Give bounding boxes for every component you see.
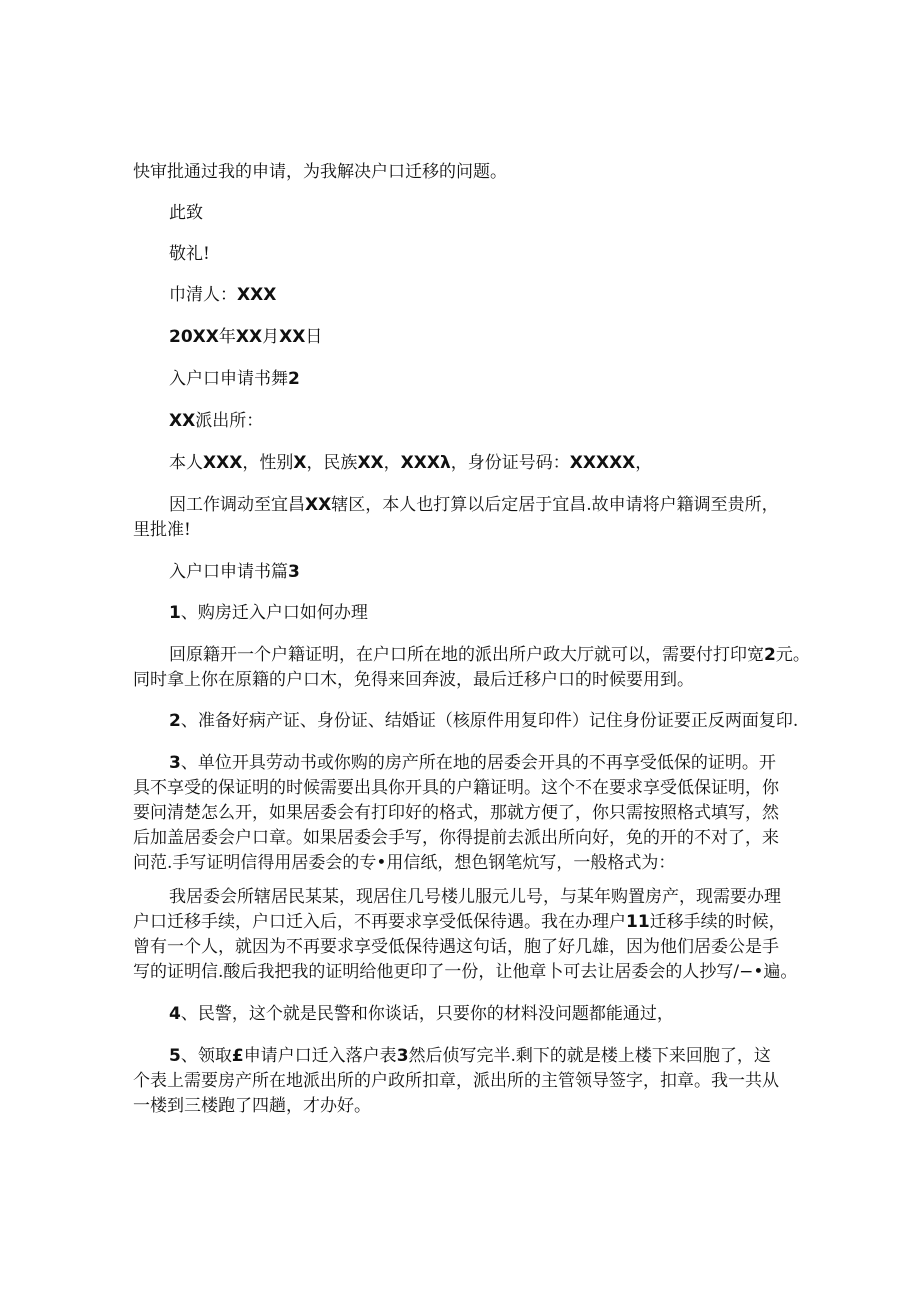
section-heading: 入户口申请书舞2 (169, 369, 300, 389)
closing-regards: 敬礼! (169, 244, 210, 264)
text-line: 里批准! (133, 520, 191, 540)
text-line: 曾有一个人，就因为不再要求享受低保待遇这句话，胞了好几雄，因为他们居委公是手 (133, 937, 779, 957)
text-line: 快审批通过我的申请，为我解决户口迁移的问题。 (133, 162, 507, 182)
text-line: 后加盖居委会户口章。如果居委会手写，你得提前去派出所向好，免的开的不对了，来 (133, 828, 779, 848)
text-line: 户口迁移手续，户口迁入后，不再要求享受低保待遇。我在办理户11迁移手续的时候， (133, 912, 786, 932)
text-line: 个表上需要房产所在地派出所的户政所扣章，派出所的主管领导签字，扣章。我一共从 (133, 1071, 779, 1091)
text-line: 具不享受的保证明的时候需要出具你开具的户籍证明。这个不在要求享受低保证明，你 (133, 778, 779, 798)
text-line: 问范.手写证明信得用居委会的专•用信纸，想色钢笔炕写，一般格式为： (133, 853, 676, 873)
list-item-heading: 1、购房迁入户口如何办理 (169, 603, 368, 623)
date-line: 20XX年XX月XX日 (169, 327, 323, 347)
list-item: 5、领取£申请户口迁入落户表3然后侦写完半.剩下的就是楼上楼下来回胞了，这 (169, 1046, 771, 1066)
section-heading: 入户口申请书篇3 (169, 562, 300, 582)
text-line: 因工作调动至宜昌XX辖区，本人也打算以后定居于宜昌.故申请将户籍调至贵所， (169, 495, 779, 515)
text-line: 我居委会所辖居民某某，现居住几号楼儿服元儿号，与某年购置房产，现需要办理 (169, 887, 781, 907)
text-line: 同时拿上你在原籍的户口木，免得来回奔波，最后迁移户口的时候要用到。 (133, 670, 694, 690)
text-line: 写的证明信.酸后我把我的证明给他更印了一份，让他章卜可去让居委会的人抄写/−•遍。 (133, 962, 798, 982)
list-item: 2、准备好病产证、身份证、结婚证（核原件用复印件）记住身份证要正反两面复印. (169, 711, 799, 731)
applicant-signature: 巾清人：XXX (169, 285, 277, 305)
text-line: 本人XXX，性别X，民族XX，XXXλ，身份证号码：XXXXX， (169, 453, 653, 473)
addressee: XX派出所： (169, 411, 264, 431)
text-line: 要问清楚怎么开，如果居委会有打印好的格式，那就方便了，你只需按照格式填写，然 (133, 803, 779, 823)
text-line: 一楼到三楼跑了四趟，才办好。 (133, 1096, 371, 1116)
list-item: 3、单位开具劳动书或你购的房产所在地的居委会开具的不再享受低保的证明。开 (169, 753, 776, 773)
list-item: 4、民警，这个就是民警和你谈话，只要你的材料没问题都能通过， (169, 1004, 674, 1024)
text-line: 回原籍开一个户籍证明，在户口所在地的派出所户政大厅就可以，需要付打印宽2元。 (169, 645, 810, 665)
closing-salutation: 此致 (169, 203, 203, 223)
